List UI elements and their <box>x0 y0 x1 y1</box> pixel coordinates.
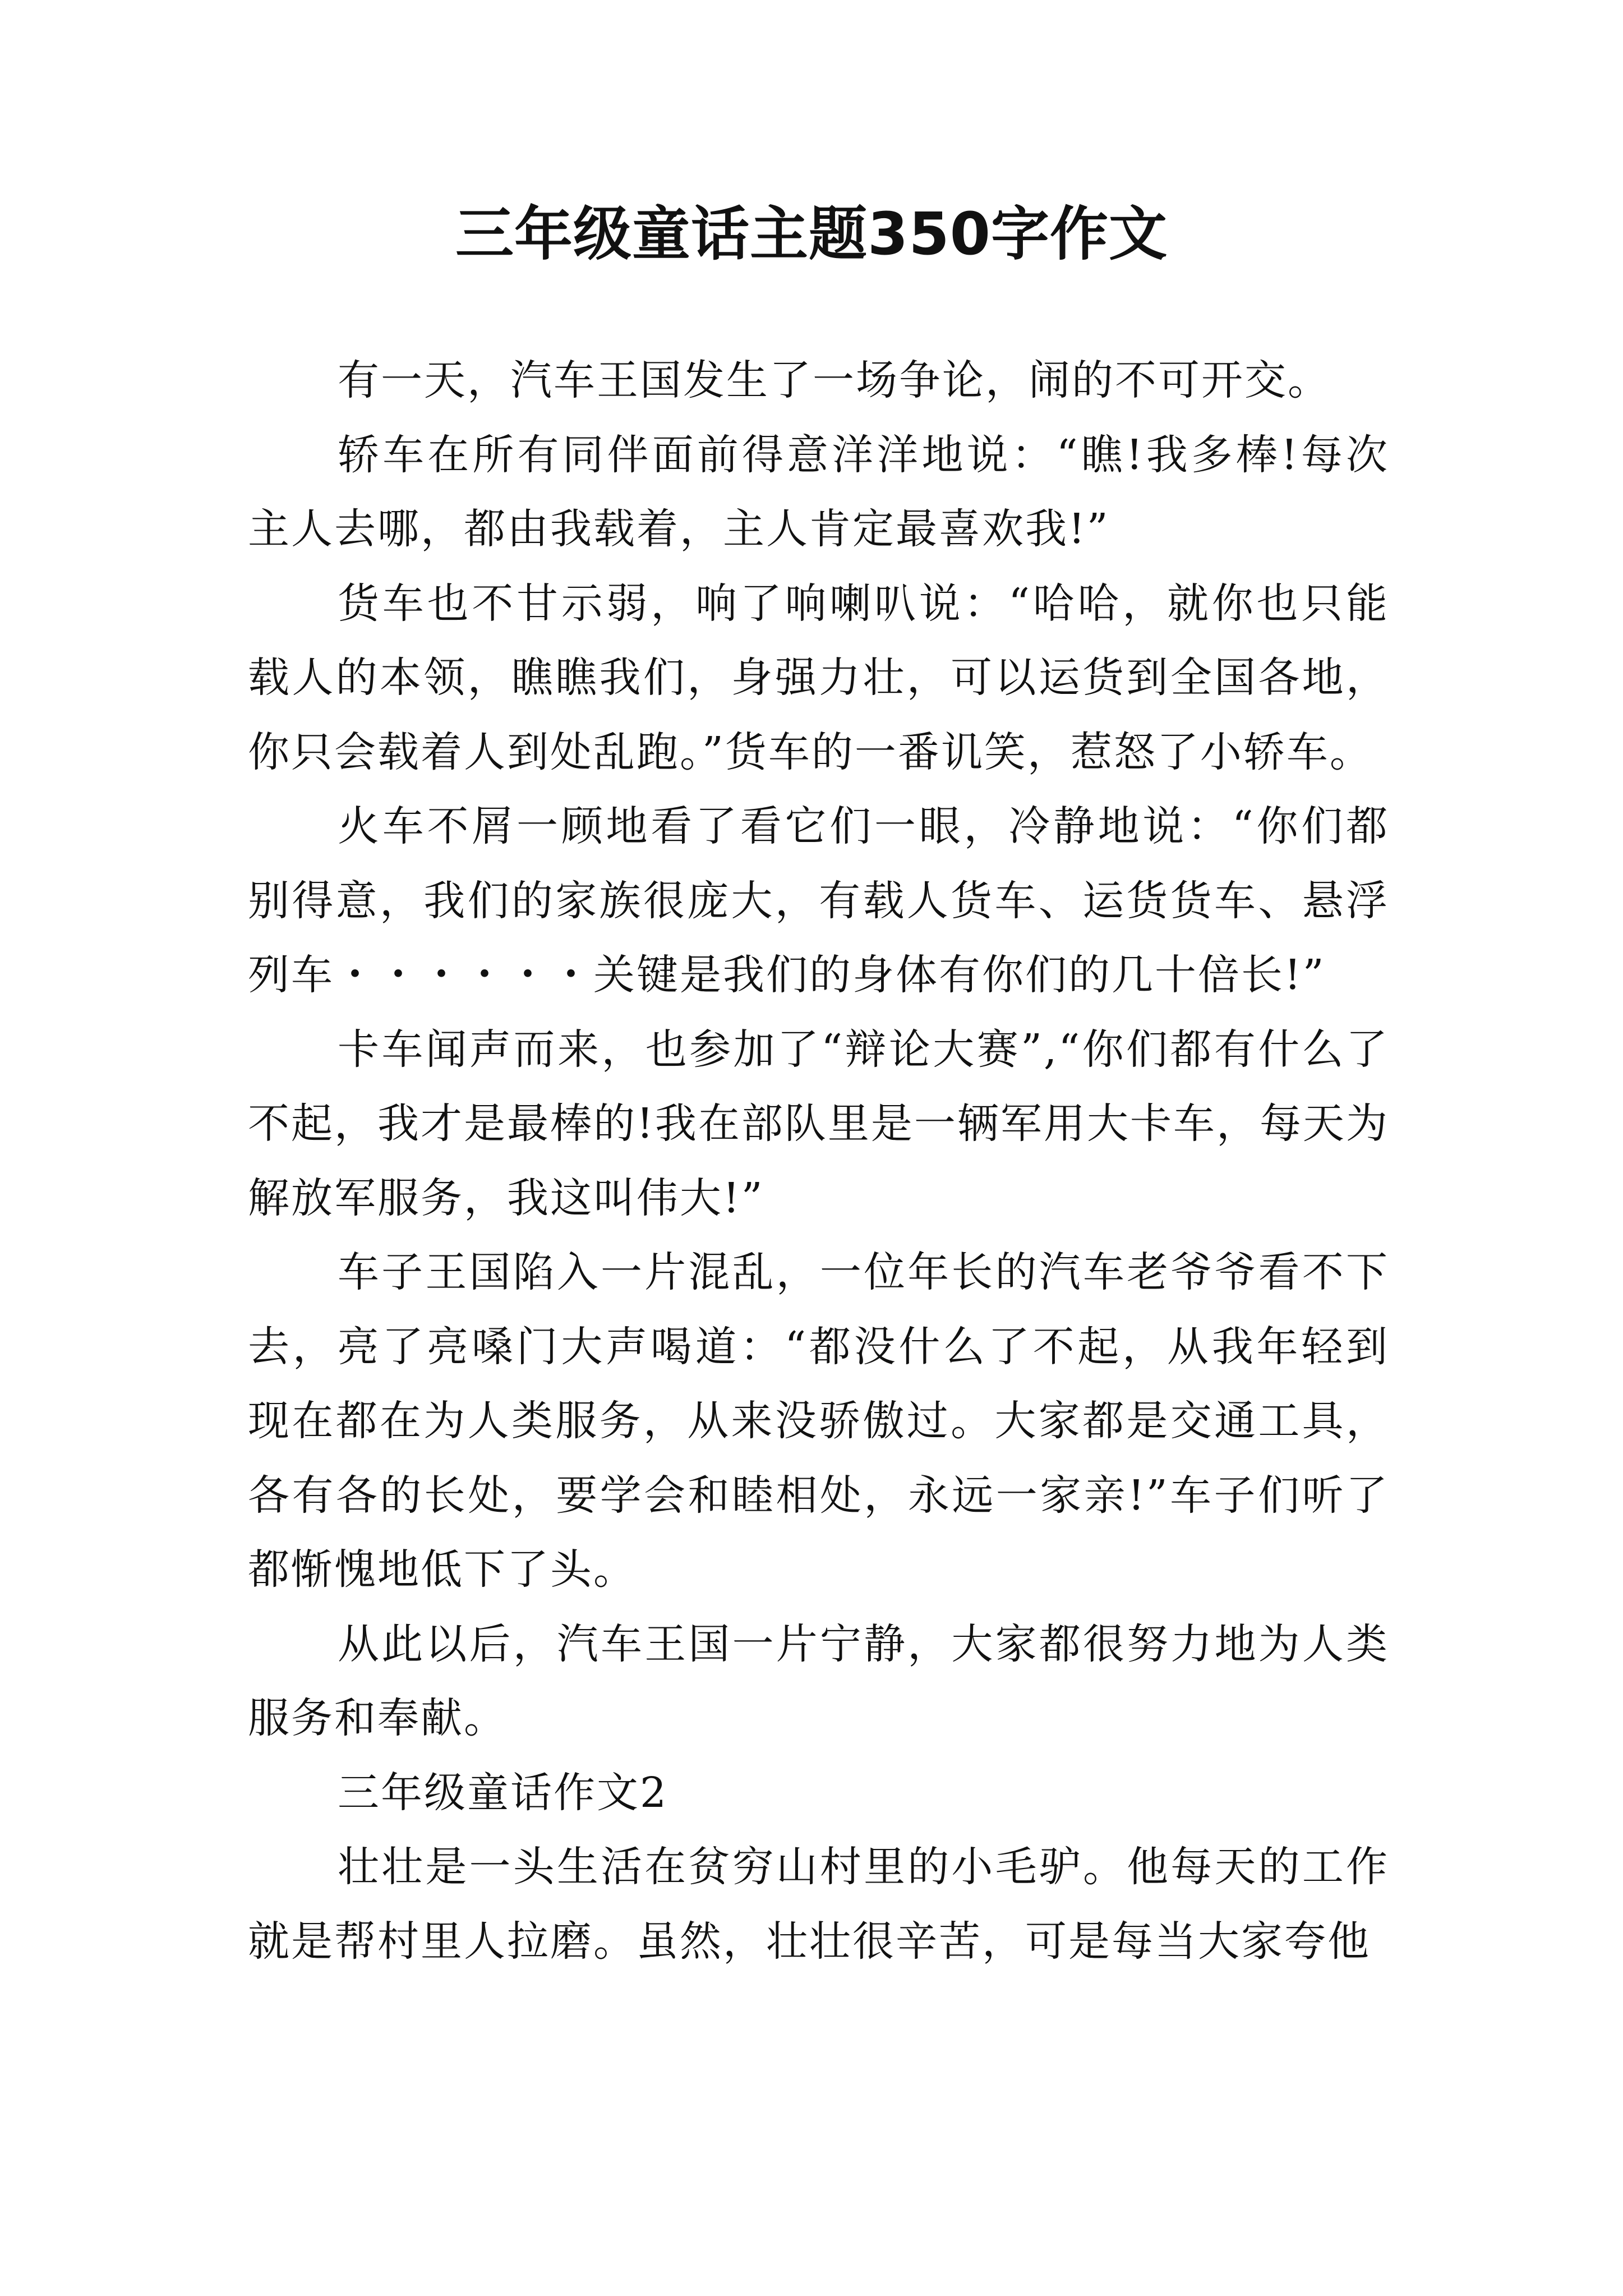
paragraph: 货车也不甘示弱，响了响喇叭说：“哈哈，就你也只能载人的本领，瞧瞧我们，身强力壮，可以运货到全国各地，你只会载着人到处乱跑。”货车的一番讥笑，惹怒了小轿车。 <box>248 579 1389 776</box>
paragraph: 有一天，汽车王国发生了一场争论，闹的不可开交。 <box>338 356 1331 404</box>
section-heading: 三年级童话作文2 <box>338 1768 668 1817</box>
document-title: 三年级童话主题350字作文 <box>455 200 1168 268</box>
document-body <box>248 343 1389 1978</box>
paragraph: 壮壮是一头生活在贫穷山村里的小毛驴。他每天的工作就是帮村里人拉磨。虽然，壮壮很辛苦，可是每当大家夸他 <box>248 1843 1389 1966</box>
paragraph: 车子王国陷入一片混乱，一位年长的汽车老爷爷看不下去，亮了亮嗓门大声喝道：“都没什么了不起，从我年轻到现在都在为人类服务，从来没骄傲过。大家都是交通工具，各有各的长处，要学会和睦相处，永远一家亲!”车子们听了都惭愧地低下了头。 <box>248 1248 1389 1594</box>
paragraph: 火车不屑一顾地看了看它们一眼，冷静地说：“你们都别得意，我们的家族很庞大，有载人货车、运货货车、悬浮列车・・・・・・关键是我们的身体有你们的几十倍长!” <box>248 802 1389 999</box>
paragraph: 卡车闻声而来，也参加了“辩论大赛”,“你们都有什么了不起，我才是最棒的!我在部队里是一辆军用大卡车，每天为解放军服务，我这叫伟大!” <box>248 1025 1389 1222</box>
paragraph: 从此以后，汽车王国一片宁静，大家都很努力地为人类服务和奉献。 <box>248 1619 1389 1742</box>
paragraph: 轿车在所有同伴面前得意洋洋地说：“瞧!我多棒!每次主人去哪，都由我载着，主人肯定最喜欢我!” <box>248 430 1389 553</box>
